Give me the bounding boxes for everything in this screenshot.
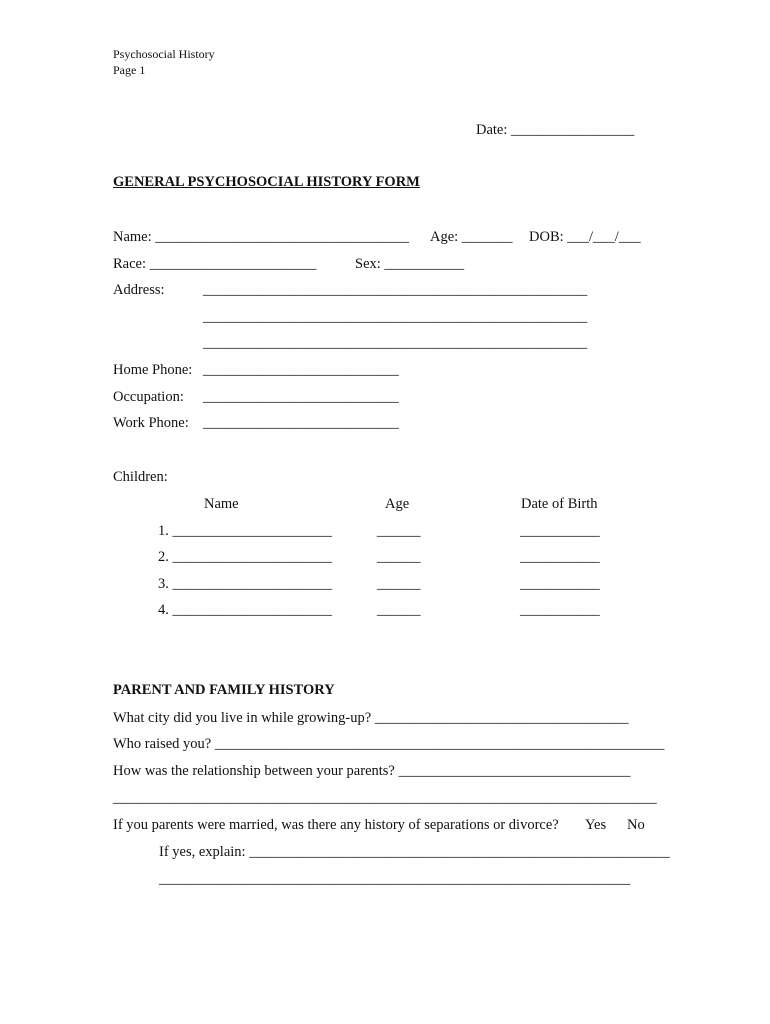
header-doc-name: Psychosocial History xyxy=(113,47,215,61)
raised-question-field[interactable]: Who raised you? ______________________________________________________________ xyxy=(113,736,665,752)
relationship-question-field[interactable]: How was the relationship between your parents? ________________________________ xyxy=(113,763,631,779)
header-page-number: Page 1 xyxy=(113,63,146,77)
children-label: Children: xyxy=(113,469,168,485)
child-1-name-field[interactable]: 1. ______________________ xyxy=(158,523,332,539)
race-field[interactable]: Race: _______________________ xyxy=(113,256,317,272)
married-question: If you parents were married, was there any history of separations or divorce? xyxy=(113,817,559,833)
address-label: Address: xyxy=(113,282,165,298)
child-1-dob-field[interactable]: ___________ xyxy=(520,523,600,539)
child-4-age-field[interactable]: ______ xyxy=(377,602,421,618)
address-line-2[interactable]: _____________________________________________________ xyxy=(203,309,588,325)
work-phone-field[interactable]: ___________________________ xyxy=(203,415,399,431)
dob-field[interactable]: DOB: ___/___/___ xyxy=(529,229,641,245)
relationship-extra-line[interactable]: ___________________________________________________________________________ xyxy=(113,790,657,806)
child-3-age-field[interactable]: ______ xyxy=(377,576,421,592)
children-col-age: Age xyxy=(385,496,410,512)
child-3-dob-field[interactable]: ___________ xyxy=(520,576,600,592)
explain-extra-line[interactable]: _________________________________________________________________ xyxy=(159,871,631,887)
occupation-field[interactable]: ___________________________ xyxy=(203,389,399,405)
form-title: GENERAL PSYCHOSOCIAL HISTORY FORM xyxy=(113,174,420,190)
date-field[interactable]: Date: _________________ xyxy=(476,122,635,138)
child-4-dob-field[interactable]: ___________ xyxy=(520,602,600,618)
child-2-age-field[interactable]: ______ xyxy=(377,549,421,565)
home-phone-label: Home Phone: xyxy=(113,362,193,378)
sex-field[interactable]: Sex: ___________ xyxy=(355,256,465,272)
work-phone-label: Work Phone: xyxy=(113,415,189,431)
child-1-age-field[interactable]: ______ xyxy=(377,523,421,539)
explain-field[interactable]: If yes, explain: __________________________________________________________ xyxy=(159,844,670,860)
child-2-name-field[interactable]: 2. ______________________ xyxy=(158,549,332,565)
children-col-name: Name xyxy=(204,496,239,512)
child-2-dob-field[interactable]: ___________ xyxy=(520,549,600,565)
children-col-dob: Date of Birth xyxy=(521,496,598,512)
address-line-3[interactable]: _____________________________________________________ xyxy=(203,335,588,351)
home-phone-field[interactable]: ___________________________ xyxy=(203,362,399,378)
family-history-heading: PARENT AND FAMILY HISTORY xyxy=(113,682,335,698)
child-4-name-field[interactable]: 4. ______________________ xyxy=(158,602,332,618)
yes-option[interactable]: Yes xyxy=(585,817,607,833)
age-field[interactable]: Age: _______ xyxy=(430,229,513,245)
city-question-field[interactable]: What city did you live in while growing-up? ___________________________________ xyxy=(113,710,629,726)
no-option[interactable]: No xyxy=(627,817,645,833)
child-3-name-field[interactable]: 3. ______________________ xyxy=(158,576,332,592)
address-line-1[interactable]: _____________________________________________________ xyxy=(203,282,588,298)
occupation-label: Occupation: xyxy=(113,389,184,405)
name-field[interactable]: Name: ___________________________________ xyxy=(113,229,410,245)
